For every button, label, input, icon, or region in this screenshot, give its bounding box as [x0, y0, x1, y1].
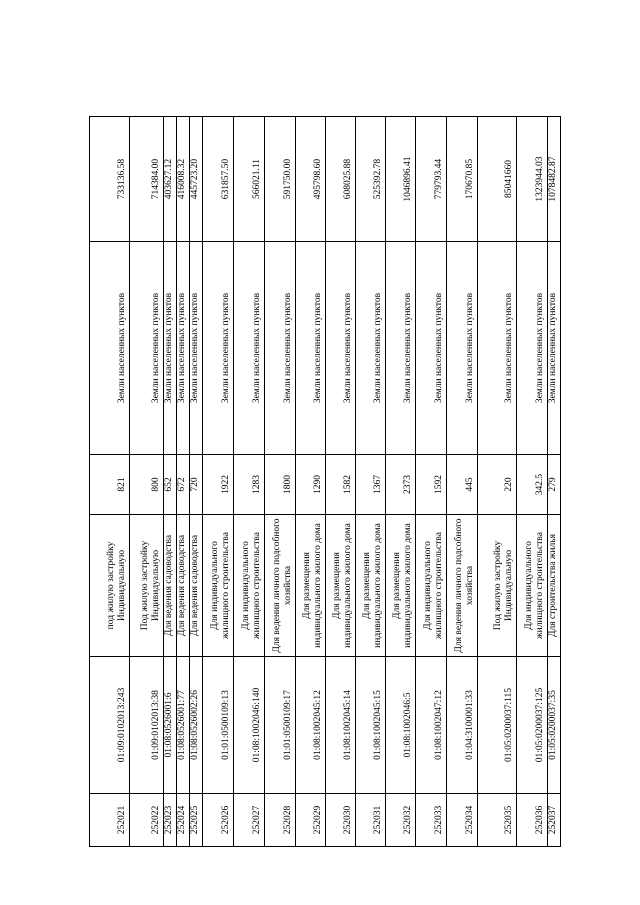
- land-plots-table: [89, 116, 561, 847]
- cadastral-value: 495798.60: [296, 117, 326, 242]
- area-value: 1592: [416, 455, 447, 515]
- land-category: Земли населенных пунктов: [296, 242, 326, 455]
- permitted-use: Для ведения садоводства: [164, 515, 177, 657]
- table-row: [517, 117, 548, 847]
- cadastral-value: 591750.00: [265, 117, 296, 242]
- rotated-table-frame: [89, 117, 558, 847]
- row-id: 252028: [265, 794, 296, 847]
- cadastral-number: 01:05:0200037:115: [478, 657, 517, 794]
- cadastral-number: 01:08:1002047:12: [416, 657, 447, 794]
- permitted-use: Для строительства жилья: [548, 515, 561, 657]
- table-row: [203, 117, 234, 847]
- land-category: Земли населенных пунктов: [164, 242, 177, 455]
- area-value: 2373: [386, 455, 416, 515]
- table-row: [234, 117, 265, 847]
- cadastral-value: 525392.78: [356, 117, 386, 242]
- row-id: 252034: [447, 794, 478, 847]
- table-row: [386, 117, 416, 847]
- cadastral-number: 01:08:0526001:6: [164, 657, 177, 794]
- row-id: 252024: [177, 794, 190, 847]
- row-id: 252036: [517, 794, 548, 847]
- land-category: Земли населенных пунктов: [190, 242, 203, 455]
- cadastral-number: 01:09:0102013:38: [130, 657, 164, 794]
- cadastral-number: 01:08:1002046:5: [386, 657, 416, 794]
- cadastral-value: 1323944.03: [517, 117, 548, 242]
- permitted-use: Для индивидуального жилищного строительства: [203, 515, 234, 657]
- area-value: 1922: [203, 455, 234, 515]
- land-category: Земли населенных пунктов: [90, 242, 130, 455]
- area-value: 1283: [234, 455, 265, 515]
- cadastral-value: 170670.85: [447, 117, 478, 242]
- cadastral-value: 714384.00: [130, 117, 164, 242]
- cadastral-number: 01:08:1002045:14: [326, 657, 356, 794]
- row-id: 252031: [356, 794, 386, 847]
- row-id: 252022: [130, 794, 164, 847]
- row-id: 252035: [478, 794, 517, 847]
- cadastral-value: 1078482.87: [548, 117, 561, 242]
- land-category: Земли населенных пунктов: [517, 242, 548, 455]
- land-category: Земли населенных пунктов: [478, 242, 517, 455]
- permitted-use: Под жилую застройку Индивидуальную: [130, 515, 164, 657]
- cadastral-value: 608025.88: [326, 117, 356, 242]
- permitted-use: Для размещения индивидуального жилого дома: [296, 515, 326, 657]
- table-row: [164, 117, 177, 847]
- area-value: 821: [90, 455, 130, 515]
- table-row: [177, 117, 190, 847]
- table-row: [548, 117, 561, 847]
- row-id: 252026: [203, 794, 234, 847]
- permitted-use: Для ведения личного подсобного хозяйства: [265, 515, 296, 657]
- land-category: Земли населенных пунктов: [130, 242, 164, 455]
- permitted-use: Для индивидуального жилищного строительства: [234, 515, 265, 657]
- land-category: Земли населенных пунктов: [177, 242, 190, 455]
- table-row: [90, 117, 130, 847]
- table-row: [416, 117, 447, 847]
- row-id: 252032: [386, 794, 416, 847]
- row-id: 252033: [416, 794, 447, 847]
- cadastral-value: 566021.11: [234, 117, 265, 242]
- row-id: 252023: [164, 794, 177, 847]
- cadastral-number: 01:08:0526001:77: [177, 657, 190, 794]
- area-value: 672: [177, 455, 190, 515]
- area-value: 445: [447, 455, 478, 515]
- area-value: 1290: [296, 455, 326, 515]
- cadastral-number: 01:08:0526002:26: [190, 657, 203, 794]
- table-body: [90, 117, 561, 847]
- cadastral-number: 01:01:0500109:17: [265, 657, 296, 794]
- area-value: 220: [478, 455, 517, 515]
- area-value: 279: [548, 455, 561, 515]
- cadastral-value: 416008.32: [177, 117, 190, 242]
- permitted-use: Для размещения индивидуального жилого дома: [326, 515, 356, 657]
- cadastral-number: 01:08:1002046:140: [234, 657, 265, 794]
- cadastral-value: 733136.58: [90, 117, 130, 242]
- permitted-use: Для ведения личного подсобного хозяйства: [447, 515, 478, 657]
- table-row: [478, 117, 517, 847]
- row-id: 252029: [296, 794, 326, 847]
- permitted-use: Для индивидуального жилищного строительства: [517, 515, 548, 657]
- row-id: 252021: [90, 794, 130, 847]
- permitted-use: Для размещения индивидуального жилого дома: [356, 515, 386, 657]
- permitted-use: Для индивидуального жилищного строительства: [416, 515, 447, 657]
- area-value: 800: [130, 455, 164, 515]
- table-row: [130, 117, 164, 847]
- land-category: Земли населенных пунктов: [356, 242, 386, 455]
- permitted-use: Для ведения садоводства: [177, 515, 190, 657]
- permitted-use: Для ведения садоводства: [190, 515, 203, 657]
- row-id: 252037: [548, 794, 561, 847]
- cadastral-number: 01:08:1002045:15: [356, 657, 386, 794]
- land-category: Земли населенных пунктов: [416, 242, 447, 455]
- permitted-use: Под жилую застройку Индивидуальную: [478, 515, 517, 657]
- cadastral-number: 01:08:1002045:12: [296, 657, 326, 794]
- cadastral-number: 01:04:3100001:33: [447, 657, 478, 794]
- land-category: Земли населенных пунктов: [386, 242, 416, 455]
- area-value: 720: [190, 455, 203, 515]
- cadastral-value: 403627.12: [164, 117, 177, 242]
- cadastral-value: 779793.44: [416, 117, 447, 242]
- cadastral-number: 01:01:0500109:13: [203, 657, 234, 794]
- cadastral-value: 1046896.41: [386, 117, 416, 242]
- land-category: Земли населенных пунктов: [234, 242, 265, 455]
- table-row: [326, 117, 356, 847]
- cadastral-value: 85041660: [478, 117, 517, 242]
- cadastral-value: 631857.50: [203, 117, 234, 242]
- row-id: 252027: [234, 794, 265, 847]
- cadastral-value: 445723.20: [190, 117, 203, 242]
- table-row: [190, 117, 203, 847]
- land-category: Земли населенных пунктов: [203, 242, 234, 455]
- land-category: Земли населенных пунктов: [447, 242, 478, 455]
- row-id: 252030: [326, 794, 356, 847]
- area-value: 342.5: [517, 455, 548, 515]
- row-id: 252025: [190, 794, 203, 847]
- permitted-use: Для размещения индивидуального жилого дома: [386, 515, 416, 657]
- area-value: 1800: [265, 455, 296, 515]
- table-row: [447, 117, 478, 847]
- table-row: [356, 117, 386, 847]
- area-value: 1582: [326, 455, 356, 515]
- land-category: Земли населенных пунктов: [265, 242, 296, 455]
- table-row: [296, 117, 326, 847]
- cadastral-number: 01:05:0200037:125: [517, 657, 548, 794]
- cadastral-number: 01:09:0102013:243: [90, 657, 130, 794]
- area-value: 1367: [356, 455, 386, 515]
- rotated-page-content: [89, 117, 558, 847]
- permitted-use: под жилую застройку Индивидуальную: [90, 515, 130, 657]
- land-category: Земли населенных пунктов: [548, 242, 561, 455]
- table-row: [265, 117, 296, 847]
- land-category: Земли населенных пунктов: [326, 242, 356, 455]
- area-value: 652: [164, 455, 177, 515]
- cadastral-number: 01:05:0200037:35: [548, 657, 561, 794]
